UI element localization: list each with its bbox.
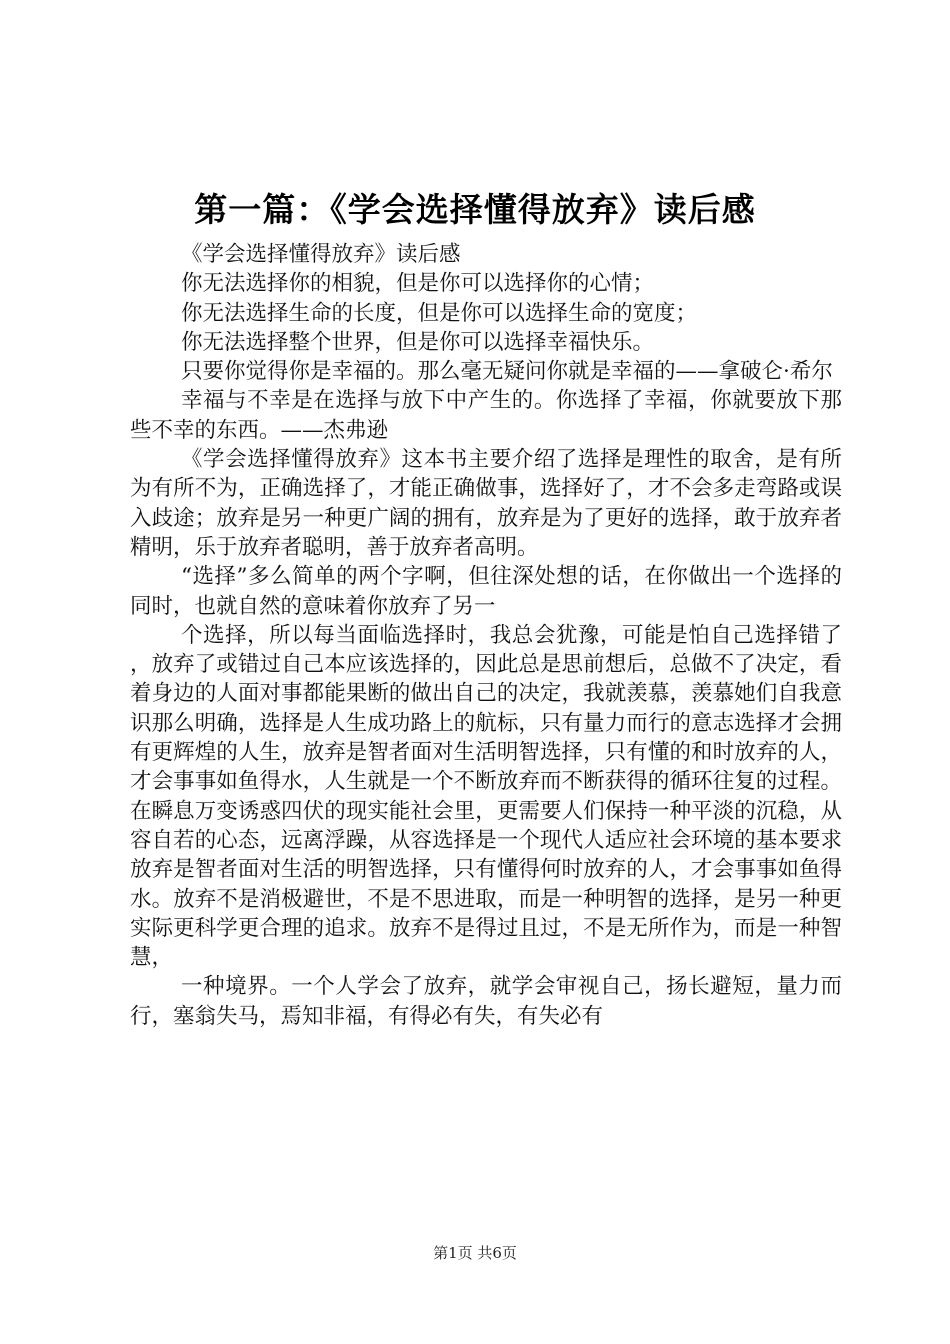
document-body <box>130 240 842 1031</box>
paragraph: 你无法选择整个世界，但是你可以选择幸福快乐。 <box>181 329 655 355</box>
paragraph: 《学会选择懂得放弃》这本书主要介绍了选择是理性的取舍，是有所为有所不为，正确选择了，才能正确做事，选择好了，才不会多走弯路或误入歧途；放弃是另一种更广阔的拥有，放弃是为了更好的选择，敢于放弃者精明，乐于放弃者聪明，善于放弃者高明。 <box>130 447 842 560</box>
paragraph: 一种境界。一个人学会了放弃，就学会审视自己，扬长避短，量力而行，塞翁失马，焉知非福，有得必有失，有失必有 <box>130 974 842 1029</box>
paragraph: 你无法选择生命的长度，但是你可以选择生命的宽度； <box>181 300 698 326</box>
paragraph: 《学会选择懂得放弃》读后感 <box>181 242 461 267</box>
page-footer: 第1页 共6页 <box>433 1244 517 1262</box>
paragraph: 只要你觉得你是幸福的。那么毫无疑问你就是幸福的——拿破仑·希尔 <box>181 359 833 385</box>
paragraph: 幸福与不幸是在选择与放下中产生的。你选择了幸福，你就要放下那些不幸的东西。——杰弗逊 <box>130 388 842 443</box>
paragraph: 个选择，所以每当面临选择时，我总会犹豫，可能是怕自己选择错了，放弃了或错过自己本应该选择的，因此总是思前想后，总做不了决定，看着身边的人面对事都能果断的做出自己的决定，我就羡慕，羡慕她们自我意识那么明确，选择是人生成功路上的航标，只有量力而行的意志选择才会拥有更辉煌的人生，放弃是智者面对生活明智选择，只有懂的和时放弃的人，才会事事如鱼得水，人生就是一个不断放弃而不断获得的循环往复的过程。在瞬息万变诱惑四伏的现实能社会里，更需要人们保持一种平淡的沉稳，从容自若的心态，远离浮躁，从容选择是一个现代人适应社会环境的基本要求放弃是智者面对生活的明智选择，只有懂得何时放弃的人，才会事事如鱼得水。放弃不是消极避世，不是不思进取，而是一种明智的选择，是另一种更实际更科学更合理的追求。放弃不是得过且过，不是无所作为，而是一种智慧， <box>130 622 842 971</box>
paragraph: 你无法选择你的相貌，但是你可以选择你的心情； <box>181 271 655 297</box>
page-title: 第一篇：《学会选择懂得放弃》读后感 <box>194 190 756 229</box>
paragraph: “选择”多么简单的两个字啊，但往深处想的话，在你做出一个选择的同时，也就自然的意味着你放弃了另一 <box>130 564 842 619</box>
